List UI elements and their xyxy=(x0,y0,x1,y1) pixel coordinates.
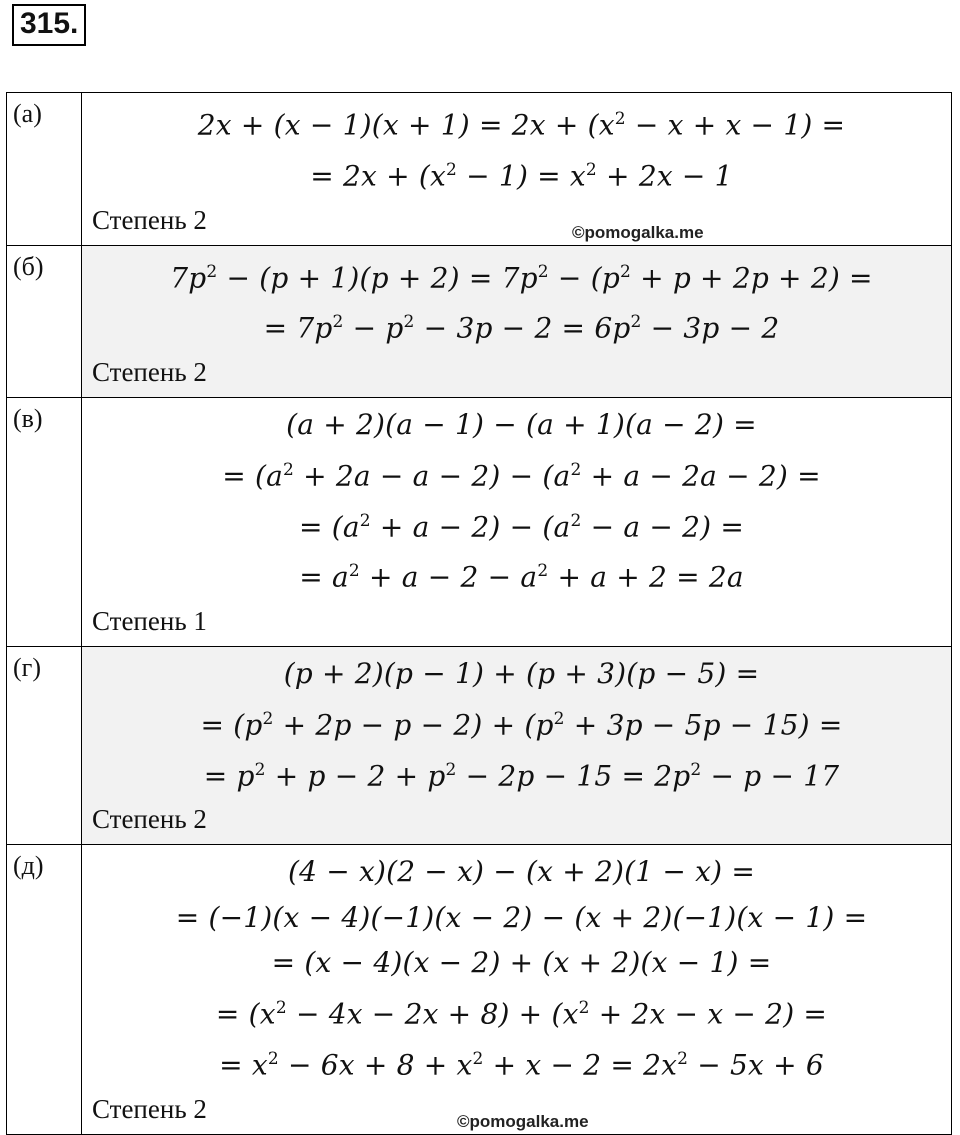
part-label: (в) xyxy=(7,398,82,647)
degree-label: Степень 2 xyxy=(92,357,207,388)
equation-line: (a + 2)(a − 1) − (a + 1)(a − 2) = xyxy=(286,408,757,442)
solution-row xyxy=(7,245,952,398)
equation-line: = $(x^2 - 4x - 2x + 8) + (x^2 + 2x - x - 2)$ = xyxy=(215,997,828,1031)
equation-line: = $x^2 - 6x + 8 + x^2 + x - 2 = 2x^2 - 5x + 6$ xyxy=(219,1048,824,1082)
solution-content xyxy=(82,647,952,845)
part-label: (г) xyxy=(7,647,82,845)
solutions-body xyxy=(7,93,952,1135)
solution-content xyxy=(82,398,952,647)
equation-line: = (−1)(x − 4)(−1)(x − 2) − (x + 2)(−1)(x − 1) = xyxy=(175,900,868,934)
watermark: ©pomogalka.me xyxy=(457,1111,589,1131)
degree-label: Степень 2 xyxy=(92,204,207,235)
solution-content xyxy=(82,245,952,398)
solution-row xyxy=(7,398,952,647)
equation-line: (4 − x)(2 − x) − (x + 2)(1 − x) = xyxy=(287,855,756,889)
solution-row xyxy=(7,93,952,246)
degree-label: Степень 1 xyxy=(92,606,207,637)
degree-label: Степень 2 xyxy=(92,804,207,835)
watermark: ©pomogalka.me xyxy=(572,222,704,242)
solutions-table xyxy=(6,92,952,1135)
solution-row xyxy=(7,845,952,1134)
equation-line: = $7p^2 - p^2 - 3p - 2 = 6p^2 - 3p - 2$ xyxy=(263,311,780,345)
solution-row xyxy=(7,647,952,845)
part-label: (д) xyxy=(7,845,82,1134)
part-label: (а) xyxy=(7,93,82,246)
equation-line: = (x − 4)(x − 2) + (x + 2)(x − 1) = xyxy=(271,946,772,980)
equation-line: = $(a^2 + 2a - a - 2) - (a^2 + a - 2a - 2)$ = xyxy=(222,459,821,493)
equation-line: = $a^2 + a - 2 - a^2 + a + 2 = 2a$ xyxy=(299,560,744,594)
degree-label: Степень 2 xyxy=(92,1093,207,1124)
solution-content xyxy=(82,845,952,1134)
solution-content xyxy=(82,93,952,246)
equation-line: = $2x + (x^2 - 1) = x^2 + 2x - 1$ xyxy=(310,159,733,193)
part-label: (б) xyxy=(7,245,82,398)
equation-line: = $(p^2 + 2p - p - 2) + (p^2 + 3p - 5p - 15)$ = xyxy=(200,708,843,742)
equation-line: (p + 2)(p − 1) + (p + 3)(p − 5) = xyxy=(283,657,760,691)
equation-line: $7p^2 - (p + 1)(p + 2) = 7p^2 - (p^2 + p + 2p + 2)$ = xyxy=(170,260,873,294)
equation-line: = $(a^2 + a - 2) - (a^2 - a - 2)$ = xyxy=(298,509,744,543)
problem-number: 315. xyxy=(12,4,86,46)
equation-line: $2x + (x - 1)(x + 1) = 2x + (x^2 - x + x - 1)$ = xyxy=(197,108,846,142)
equation-line: = $p^2 + p - 2 + p^2 - 2p - 15 = 2p^2 - p - 17$ xyxy=(203,758,840,792)
